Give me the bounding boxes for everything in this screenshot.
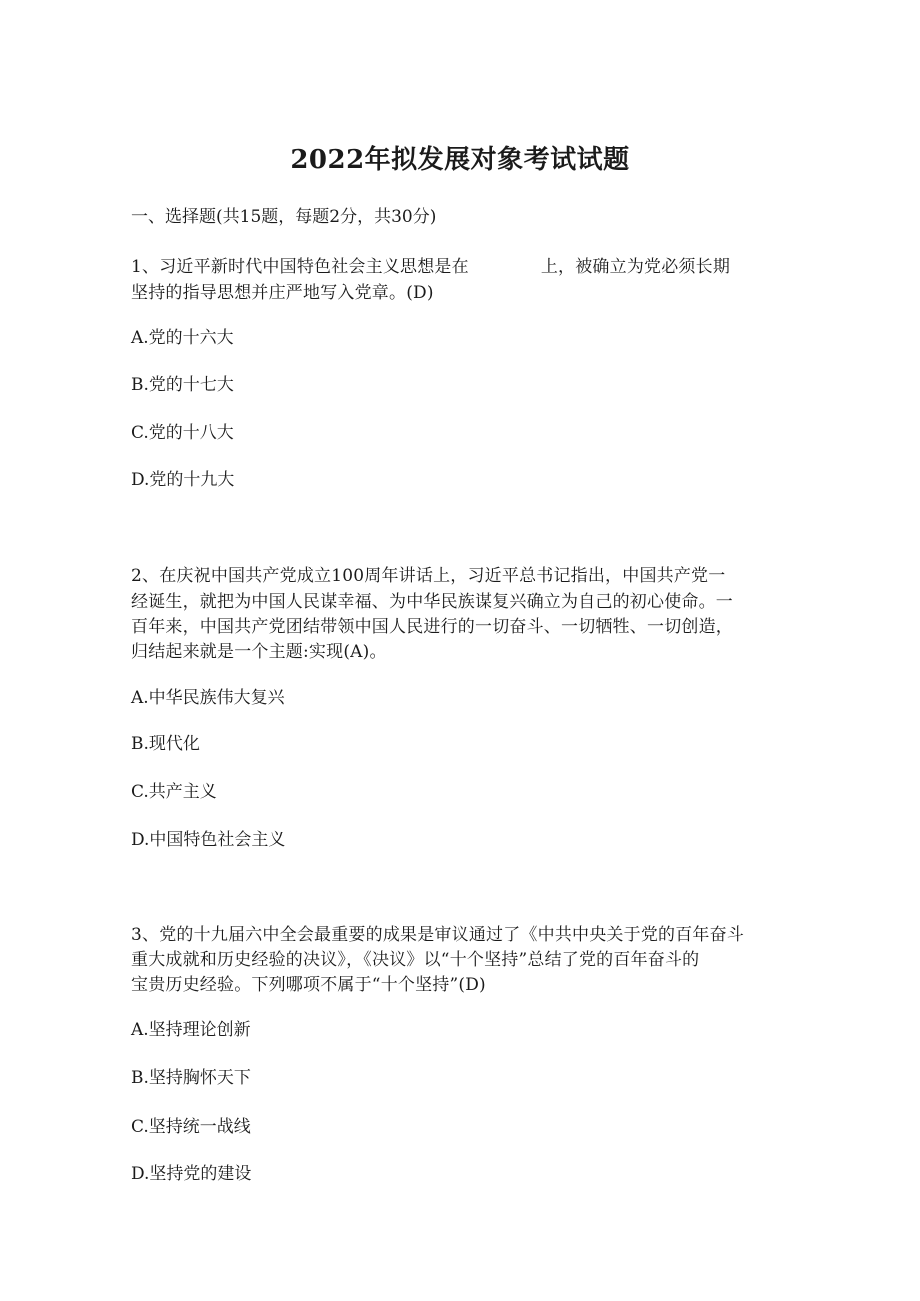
question-2-line-1: 2、在庆祝中国共产党成立100周年讲话上，习近平总书记指出，中国共产党一 bbox=[131, 566, 726, 586]
question-2-line-4: 归结起来就是一个主题:实现(A)。 bbox=[131, 642, 387, 662]
question-1-option-c: C.党的十八大 bbox=[131, 423, 234, 443]
question-2-option-d: D.中国特色社会主义 bbox=[131, 830, 286, 850]
question-1-option-b: B.党的十七大 bbox=[131, 375, 234, 395]
question-2-option-c: C.共产主义 bbox=[131, 782, 217, 802]
question-2-line-2: 经诞生，就把为中国人民谋幸福、为中华民族谋复兴确立为自己的初心使命。一 bbox=[131, 592, 733, 612]
question-3-line-1: 3、党的十九届六中全会最重要的成果是审议通过了《中共中央关于党的百年奋斗 bbox=[131, 925, 745, 945]
question-1-text-part-1: 1、习近平新时代中国特色社会主义思想是在 bbox=[131, 257, 469, 277]
question-3-line-2: 重大成就和历史经验的决议》，《决议》以“十个坚持”总结了党的百年奋斗的 bbox=[131, 950, 700, 970]
question-1-option-a: A.党的十六大 bbox=[131, 328, 234, 348]
question-1-line-1 bbox=[131, 255, 730, 279]
question-2-option-a: A.中华民族伟大复兴 bbox=[131, 688, 285, 708]
question-1-line-2: 坚持的指导思想并庄严地写入党章。(D) bbox=[131, 283, 434, 303]
question-3-option-d: D.坚持党的建设 bbox=[131, 1164, 252, 1184]
question-2-line-3: 百年来，中国共产党团结带领中国人民进行的一切奋斗、一切牺牲、一切创造， bbox=[131, 617, 733, 637]
question-1-option-d: D.党的十九大 bbox=[131, 470, 235, 490]
section-heading: 一、选择题(共15题，每题2分，共30分) bbox=[131, 207, 437, 227]
question-3-line-3: 宝贵历史经验。下列哪项不属于“十个坚持”(D) bbox=[131, 975, 486, 995]
question-3-option-c: C.坚持统一战线 bbox=[131, 1117, 251, 1137]
document-title: 2022年拟发展对象考试试题 bbox=[290, 145, 630, 175]
question-3-option-a: A.坚持理论创新 bbox=[131, 1020, 251, 1040]
question-1-text-part-2: 上，被确立为党必须长期 bbox=[540, 257, 731, 277]
question-3-option-b: B.坚持胸怀天下 bbox=[131, 1068, 251, 1088]
question-2-option-b: B.现代化 bbox=[131, 734, 200, 754]
